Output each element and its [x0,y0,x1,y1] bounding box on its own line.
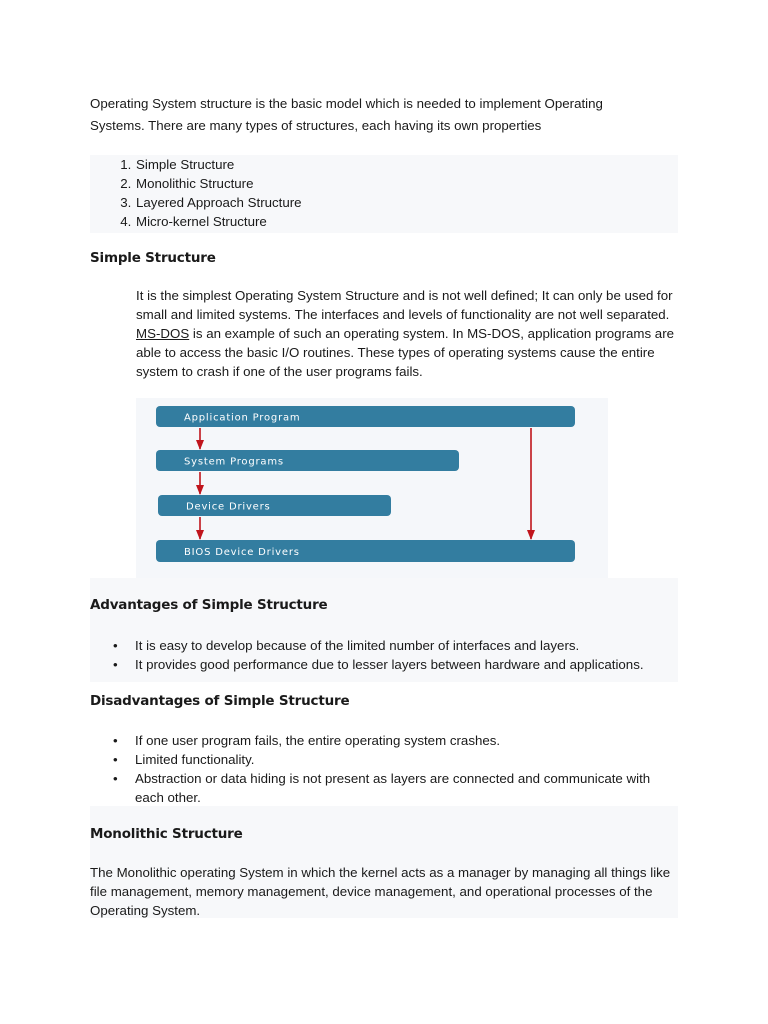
layer-application-program-label: Application Program [184,412,301,424]
ms-dos-link[interactable]: MS-DOS [136,326,190,341]
layer-device-drivers-label: Device Drivers [186,501,271,513]
diagram-arrows [200,428,531,539]
list-item: 3. Layered Approach Structure [135,193,675,212]
diagram-layers [156,406,575,562]
simple-structure-heading: Simple Structure [90,250,216,266]
list-item: • If one user program fails, the entire operating system crashes. [135,731,680,750]
list-item: • Limited functionality. [135,750,680,769]
monolithic-heading: Monolithic Structure [90,826,243,842]
layer-bios-device-drivers-label: BIOS Device Drivers [184,547,300,558]
list-item: 2. Monolithic Structure [135,174,675,193]
structure-types-list [90,155,675,231]
simple-structure-diagram [136,398,608,578]
desc-text: It is the simplest Operating System Structure and is not well defined; It can only be used for small and limited systems. The interfaces and levels of functionality are not well separated. [136,288,673,322]
disadvantages-heading: Disadvantages of Simple Structure [90,693,350,709]
simple-structure-description [136,286,681,381]
monolithic-description: The Monolithic operating System in which the kernel acts as a manager by managing all things like file management, memory management, device management, and operational processes of the Operating System. [90,865,671,918]
layer-system-programs-label: System Programs [184,456,284,468]
advantages-list [90,636,680,674]
list-item: 1. Simple Structure [135,155,675,174]
diagram-svg [136,398,608,578]
disadvantages-list [90,731,680,807]
list-item: • It is easy to develop because of the limited number of interfaces and layers. [135,636,680,655]
list-item: • It provides good performance due to lesser layers between hardware and applications. [135,655,680,674]
advantages-heading: Advantages of Simple Structure [90,597,328,613]
list-item: 4. Micro-kernel Structure [135,212,675,231]
list-item: • Abstraction or data hiding is not present as layers are connected and communicate with each other. [135,769,680,807]
desc-text: is an example of such an operating system. In MS-DOS, application programs are able to access the basic I/O routines. These types of operating systems cause the entire system to crash if one of the user programs fails. [136,326,675,379]
intro-paragraph: Operating System structure is the basic model which is needed to implement Operating Systems. There are many types of structures, each having its own properties [90,96,603,133]
